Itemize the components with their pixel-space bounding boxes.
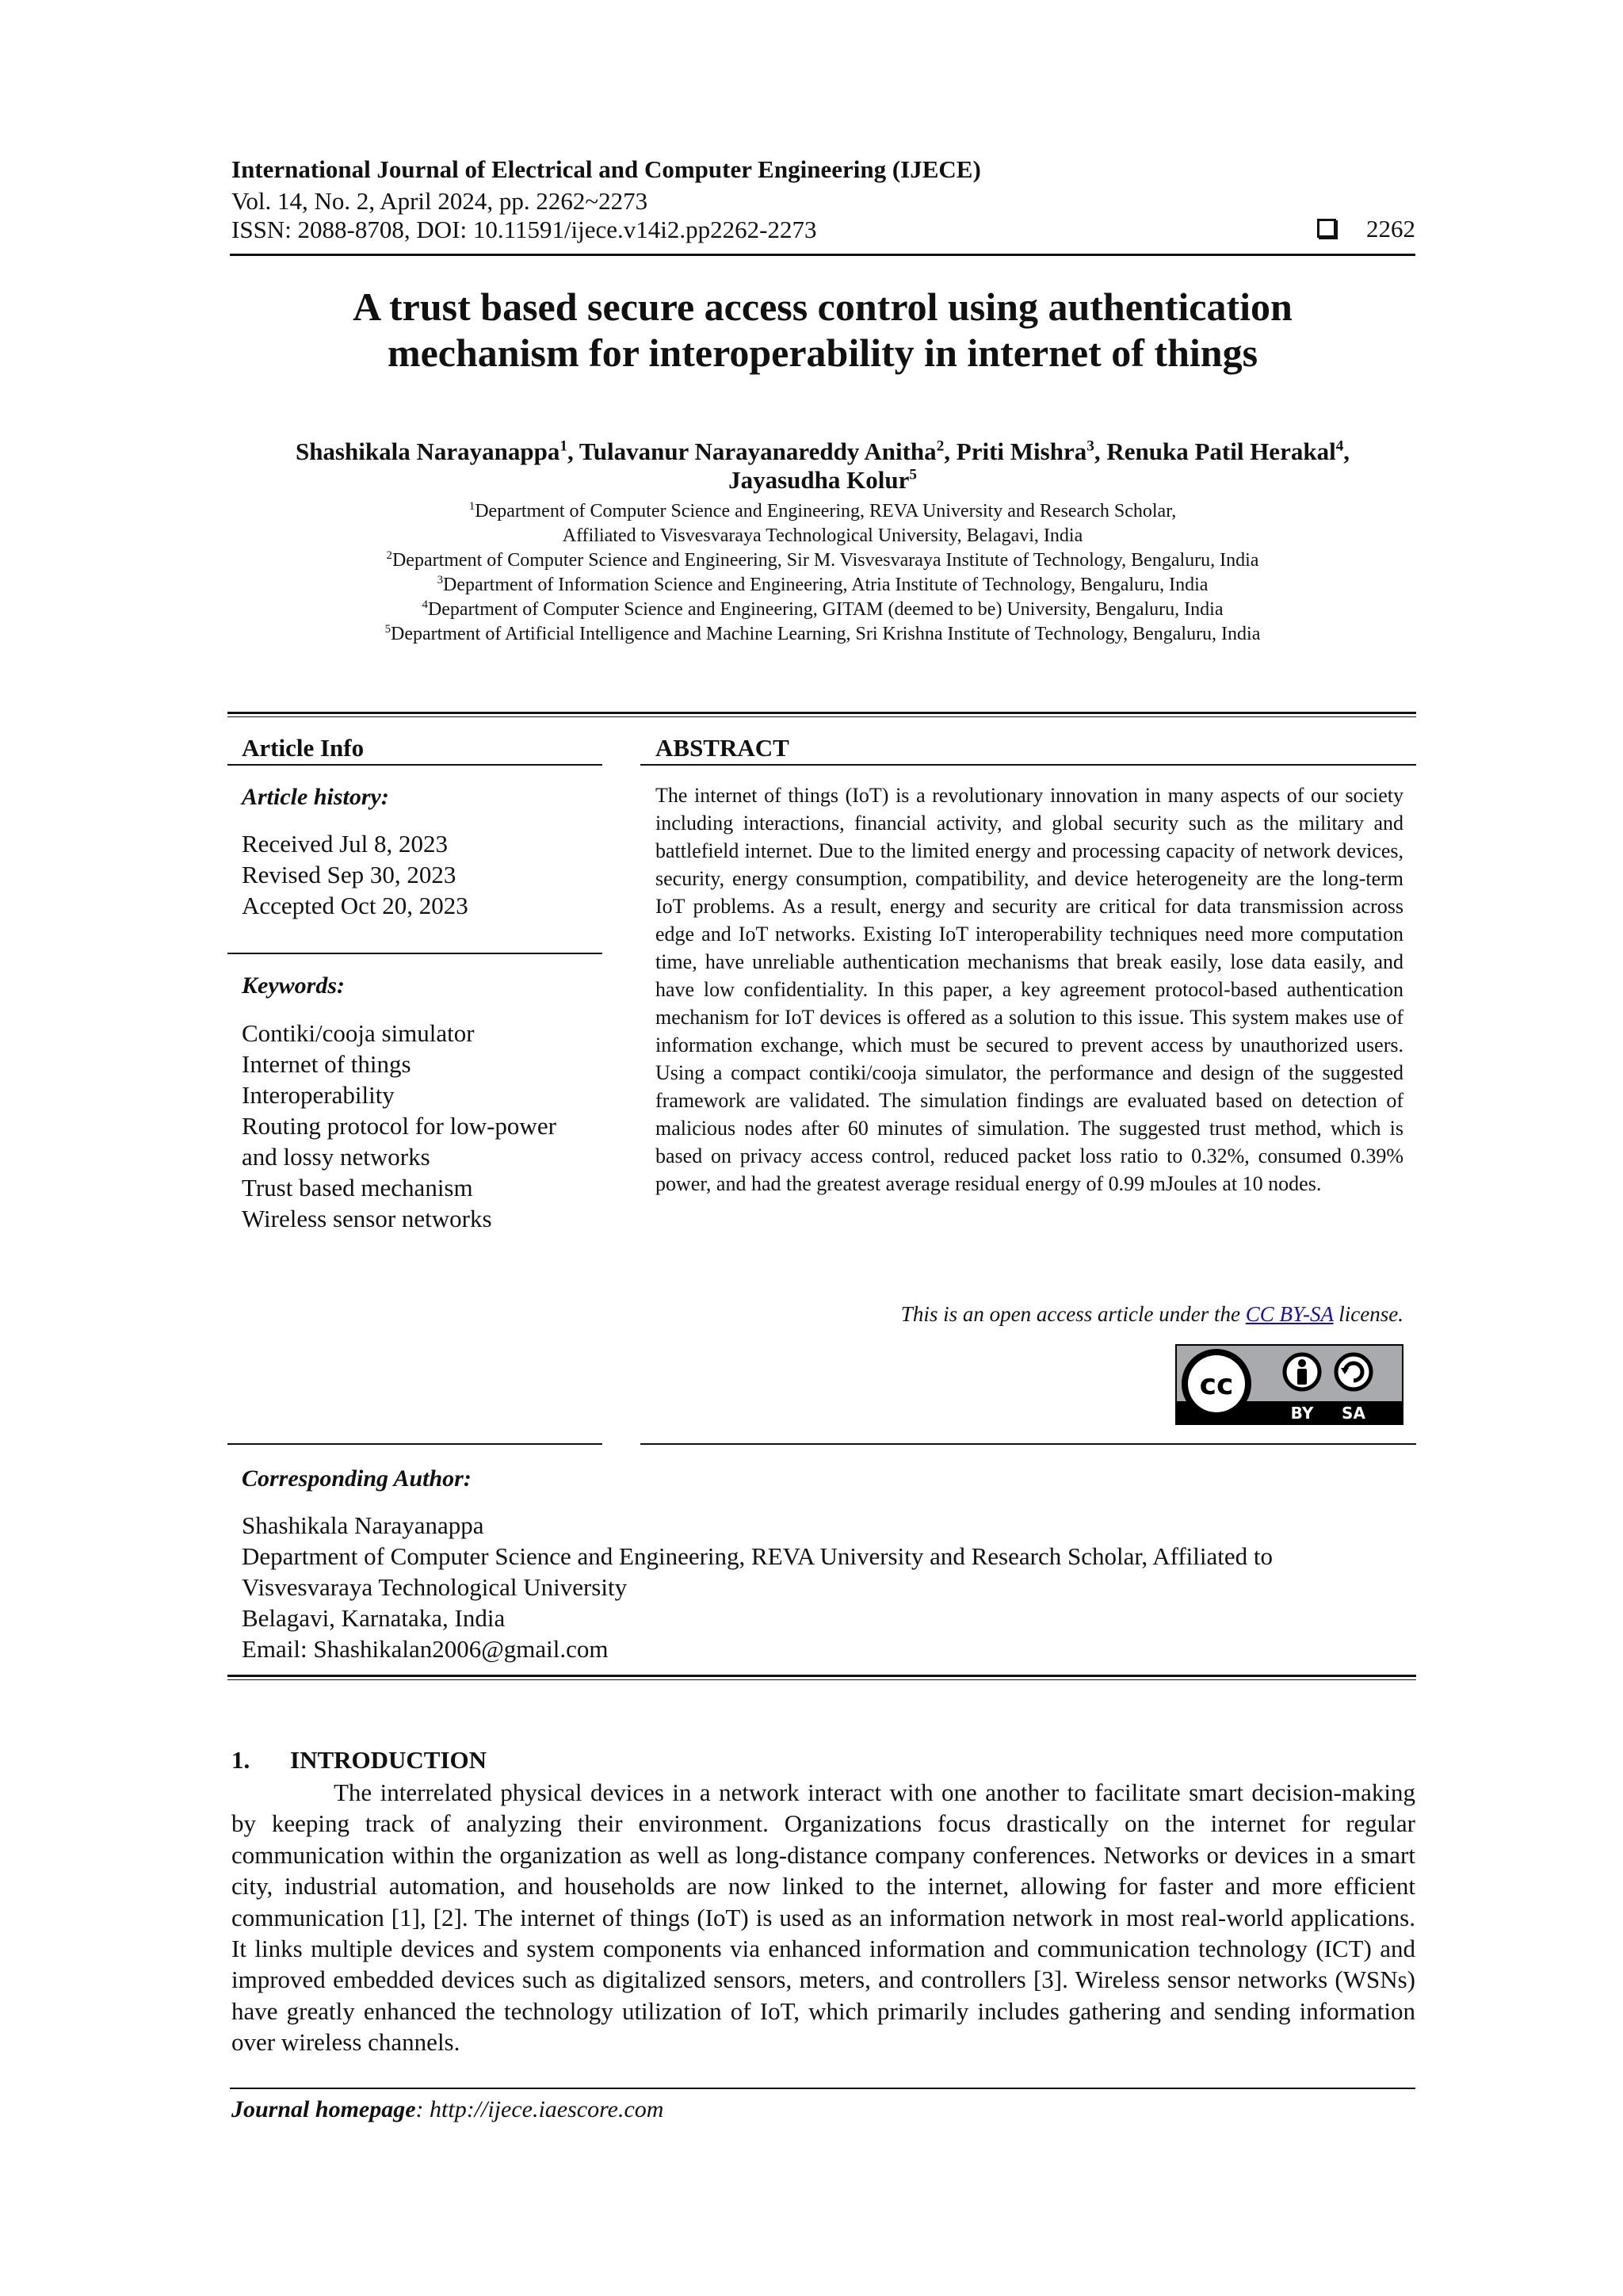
introduction-heading	[231, 1746, 487, 1775]
article-history-heading: Article history:	[242, 784, 389, 810]
affiliations	[230, 499, 1415, 647]
paper-title	[230, 284, 1415, 376]
cc-badge-text: cc	[1199, 1369, 1234, 1401]
header-rule	[230, 254, 1415, 256]
introduction-body: The interrelated physical devices in a network interact with one another to facilitate smart decision-making by keeping track of analyzing their environment. Organizations focus drastically on the internet for regular communication within the organization as well as long-distance company conferences. Networks or devices in a smart city, industrial automation, and households are now linked to the internet, allowing for faster and more efficient communication [1], [2]. The internet of things (IoT) is used as an information network in most real-world applications. It links multiple devices and system components via enhanced information and communication technology (ICT) and improved embedded devices such as digitalized sensors, meters, and controllers [3]. Wireless sensor networks (WSNs) have greatly enhanced the technology utilization of IoT, which primarily includes gathering and sending information over wireless channels.	[231, 1778, 1415, 2057]
affiliation: $^1$Department of Computer Science and Engineering, REVA University and Research Scholar,	[468, 500, 1177, 521]
title-line-1: A trust based secure access control using authentication	[353, 285, 1293, 329]
open-access-note: This is an open access article under the CC BY-SA license.	[900, 1302, 1403, 1326]
keywords-list	[242, 1018, 556, 1234]
keywords-heading: Keywords:	[242, 972, 345, 999]
keyword: Trust based mechanism	[242, 1174, 473, 1201]
footer-label: Journal homepage	[231, 2096, 416, 2122]
history-received: Received Jul 8, 2023	[242, 830, 449, 858]
column-rule	[640, 764, 1416, 766]
affiliation: $^3$Department of Information Science and Engineering, Atria Institute of Technology, Bengaluru, India	[437, 574, 1209, 595]
corresponding-dept: Visvesvaraya Technological University	[242, 1573, 628, 1601]
cc-by-sa-link[interactable]: CC BY-SA	[1245, 1302, 1334, 1326]
keyword: Contiki/cooja simulator	[242, 1019, 475, 1047]
sa-badge-text: SA	[1342, 1404, 1365, 1423]
cc-by-sa-license-icon[interactable]	[1175, 1344, 1403, 1425]
keyword: Wireless sensor networks	[242, 1205, 492, 1232]
article-info-heading: Article Info	[242, 734, 365, 762]
page-number: 2262	[1366, 215, 1415, 243]
column-rule	[227, 764, 602, 766]
corresponding-location: Belagavi, Karnataka, India	[242, 1604, 506, 1632]
affiliation: $^4$Department of Computer Science and Engineering, GITAM (deemed to be) University, Bengaluru, India	[422, 598, 1224, 620]
journal-name: International Journal of Electrical and Computer Engineering (IJECE)	[231, 155, 981, 183]
column-rule	[640, 1443, 1416, 1445]
footer-url[interactable]: : http://ijece.iaescore.com	[415, 2096, 664, 2122]
by-badge-text: BY	[1290, 1404, 1314, 1423]
keyword: Internet of things	[242, 1050, 411, 1078]
corresponding-author-heading: Corresponding Author:	[242, 1465, 472, 1492]
corresponding-author-block	[242, 1510, 1415, 1664]
affiliation: $^5$Department of Artificial Intelligence and Machine Learning, Sri Krishna Institute of Technology, Bengaluru, India	[384, 623, 1261, 644]
journal-homepage	[231, 2095, 663, 2124]
author: Renuka Patil Herakal$^4$,	[1106, 437, 1350, 465]
corresponding-name: Shashikala Narayanappa	[242, 1511, 484, 1539]
author: Jayasudha Kolur$^5$	[728, 466, 917, 494]
author: Tulavanur Narayanareddy Anitha$^2$,	[579, 437, 957, 465]
corresponding-email: Email: Shashikalan2006@gmail.com	[242, 1635, 609, 1663]
affiliation: Affiliated to Visvesvaraya Technological University, Belagavi, India	[562, 525, 1083, 546]
author: Shashikala Narayanappa$^1$,	[295, 437, 579, 465]
section-double-rule	[227, 1675, 1416, 1680]
column-rule	[227, 1443, 602, 1445]
checkbox-square-icon	[1317, 219, 1336, 238]
corresponding-dept: Department of Computer Science and Engineering, REVA University and Research Scholar, Affiliated to	[242, 1542, 1274, 1570]
abstract-heading: ABSTRACT	[655, 734, 789, 762]
history-accepted: Accepted Oct 20, 2023	[242, 892, 468, 919]
section-number: 1.	[231, 1746, 250, 1774]
author: Priti Mishra$^3$,	[956, 437, 1107, 465]
volume-info: Vol. 14, No. 2, April 2024, pp. 2262~2273	[231, 187, 648, 215]
keyword: Interoperability	[242, 1081, 395, 1109]
keyword: Routing protocol for low-power	[242, 1112, 556, 1140]
affiliation: $^2$Department of Computer Science and Engineering, Sir M. Visvesvaraya Institute of Technology, Bengaluru, India	[386, 549, 1259, 571]
footer-rule	[230, 2088, 1415, 2089]
article-history	[242, 828, 468, 921]
section-title: INTRODUCTION	[290, 1746, 487, 1774]
section-double-rule	[227, 712, 1416, 717]
author-list	[230, 437, 1415, 495]
issn-doi: ISSN: 2088-8708, DOI: 10.11591/ijece.v14i2.pp2262-2273	[231, 216, 817, 243]
abstract-body: The internet of things (IoT) is a revolutionary innovation in many aspects of our society including interactions, financial activity, and global security such as the military and battlefield internet. Due to the limited energy and processing capacity of network devices, security, energy consumption, compatibility, and device heterogeneity are the long-term IoT problems. As a result, energy and security are critical for data transmission across edge and IoT networks. Existing IoT interoperability techniques need more computation time, have unreliable authentication mechanisms that break easily, lose data easily, and have low confidentiality. In this paper, a key agreement protocol-based authentication mechanism for IoT devices is offered as a solution to this issue. This system makes use of information exchange, which must be secured to prevent access by unauthorized users. Using a compact contiki/cooja simulator, the performance and design of the suggested framework are validated. The simulation findings are evaluated based on detection of malicious nodes after 60 minutes of simulation. The suggested trust method, which is based on privacy access control, reduced packet loss ratio to 0.32%, consumed 0.39% power, and had the greatest average residual energy of 0.99 mJoules at 10 nodes.	[655, 784, 1403, 1195]
keyword: and lossy networks	[242, 1143, 430, 1171]
history-revised: Revised Sep 30, 2023	[242, 861, 456, 888]
title-line-2: mechanism for interoperability in internet of things	[387, 330, 1258, 375]
column-rule	[227, 953, 602, 954]
